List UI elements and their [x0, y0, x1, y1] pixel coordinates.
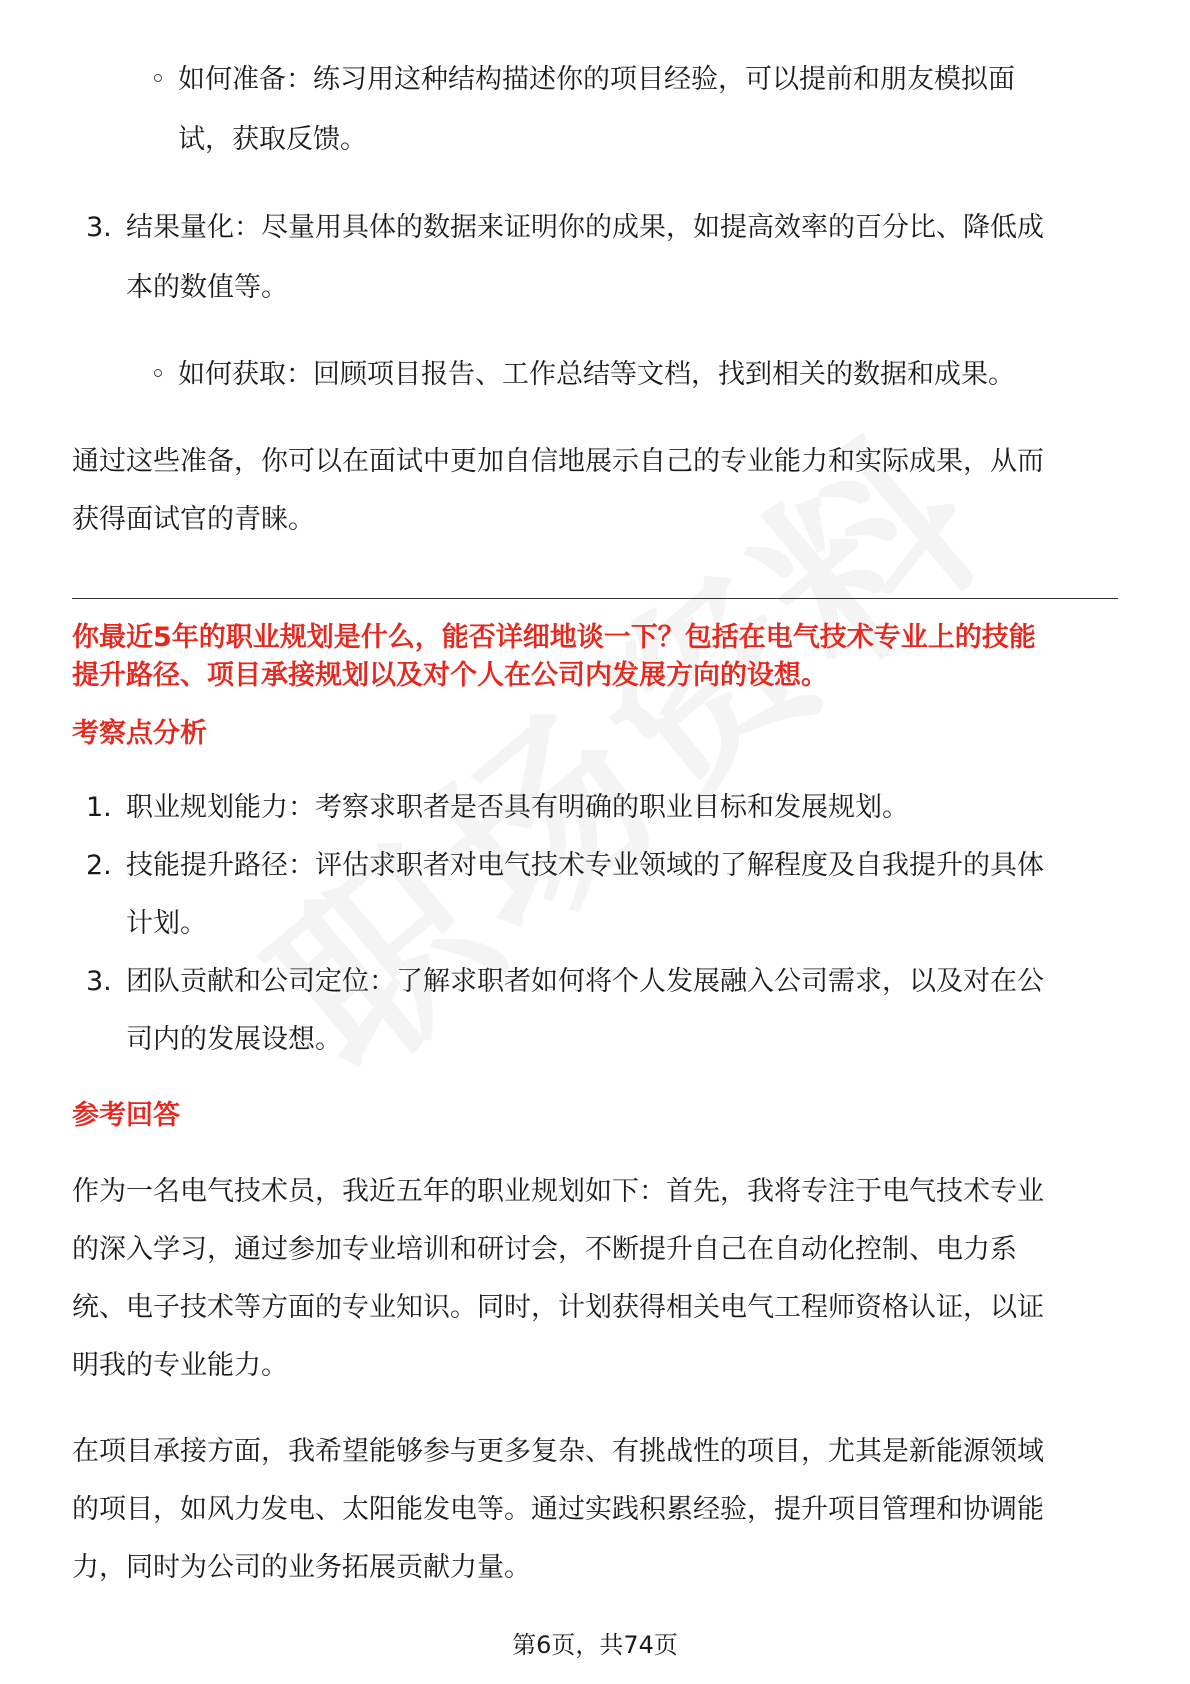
- paragraph-line: 力，同时为公司的业务拓展贡献力量。: [72, 1552, 531, 1583]
- paragraph-line: 的项目，如风力发电、太阳能发电等。通过实践积累经验，提升项目管理和协调能: [72, 1494, 1044, 1525]
- list-line: 司内的发展设想。: [126, 1024, 342, 1055]
- answer-heading: 参考回答: [72, 1100, 180, 1131]
- paragraph-line: 明我的专业能力。: [72, 1350, 288, 1381]
- bullet-line: 如何获取：回顾项目报告、工作总结等文档，找到相关的数据和成果。: [178, 359, 1015, 390]
- bullet-line: 试，获取反馈。: [178, 124, 367, 155]
- list-number: 1.: [86, 792, 112, 823]
- list-number: 3.: [86, 212, 112, 243]
- bullet-line: 如何准备：练习用这种结构描述你的项目经验，可以提前和朋友模拟面: [178, 64, 1015, 95]
- list-number: 2.: [86, 850, 112, 881]
- paragraph-line: 获得面试官的青睐。: [72, 504, 315, 535]
- bullet-marker: ◦: [150, 64, 166, 95]
- analysis-heading: 考察点分析: [72, 718, 207, 749]
- list-line: 结果量化：尽量用具体的数据来证明你的成果，如提高效率的百分比、降低成: [126, 212, 1044, 243]
- list-line: 本的数值等。: [126, 272, 288, 303]
- list-number: 3.: [86, 966, 112, 997]
- paragraph-line: 作为一名电气技术员，我近五年的职业规划如下：首先，我将专注于电气技术专业: [72, 1176, 1044, 1207]
- bullet-marker: ◦: [150, 359, 166, 390]
- section-divider: [72, 598, 1118, 599]
- paragraph-line: 通过这些准备，你可以在面试中更加自信地展示自己的专业能力和实际成果，从而: [72, 446, 1044, 477]
- paragraph-line: 的深入学习，通过参加专业培训和研讨会，不断提升自己在自动化控制、电力系: [72, 1234, 1017, 1265]
- page-number: 第6页，共74页: [512, 1631, 678, 1659]
- list-line: 职业规划能力：考察求职者是否具有明确的职业目标和发展规划。: [126, 792, 909, 823]
- question-line: 提升路径、项目承接规划以及对个人在公司内发展方向的设想。: [72, 660, 828, 691]
- paragraph-line: 统、电子技术等方面的专业知识。同时，计划获得相关电气工程师资格认证，以证: [72, 1292, 1044, 1323]
- paragraph-line: 在项目承接方面，我希望能够参与更多复杂、有挑战性的项目，尤其是新能源领域: [72, 1436, 1044, 1467]
- list-line: 计划。: [126, 908, 207, 939]
- list-line: 团队贡献和公司定位：了解求职者如何将个人发展融入公司需求，以及对在公: [126, 966, 1044, 997]
- question-line: 你最近5年的职业规划是什么，能否详细地谈一下？包括在电气技术专业上的技能: [72, 622, 1036, 653]
- list-line: 技能提升路径：评估求职者对电气技术专业领域的了解程度及自我提升的具体: [126, 850, 1044, 881]
